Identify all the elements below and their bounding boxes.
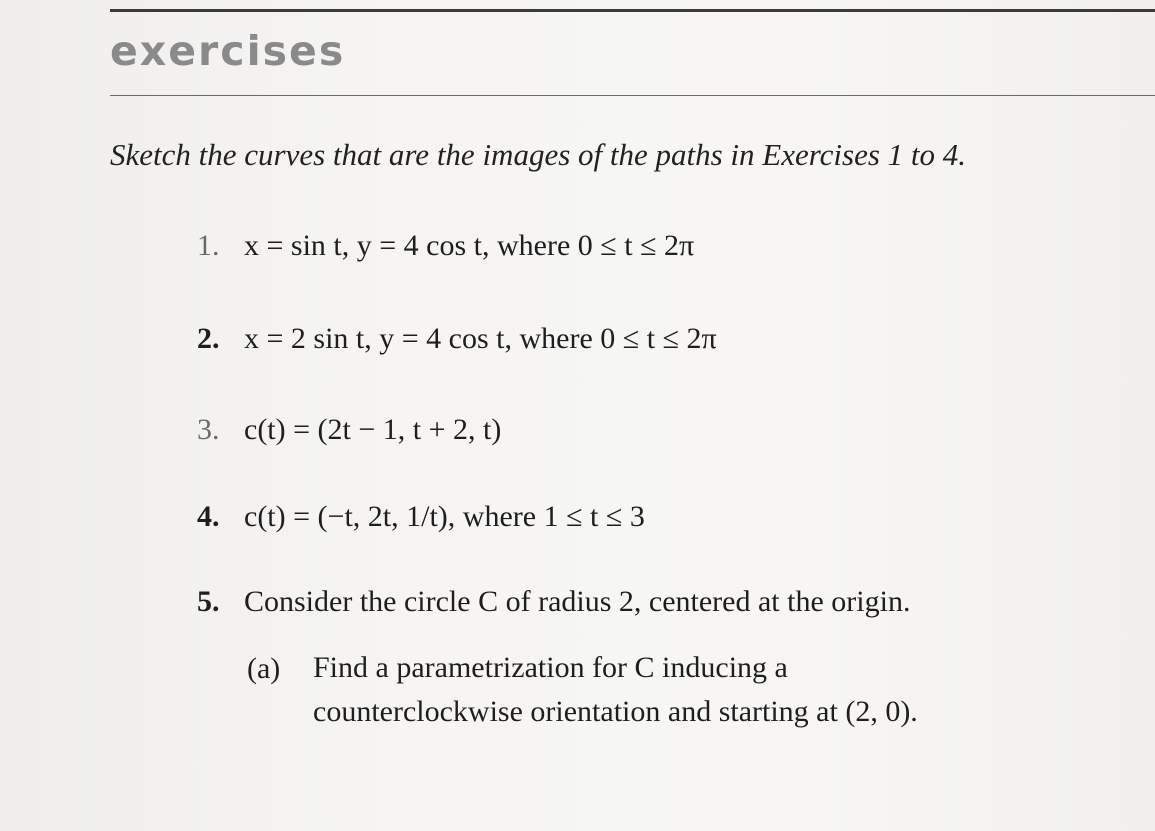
exercise-text: c(t) = (2t − 1, t + 2, t) xyxy=(244,413,502,446)
exercise-4 xyxy=(197,500,645,534)
exercise-text: c(t) = (−t, 2t, 1/t), where 1 ≤ t ≤ 3 xyxy=(244,500,645,533)
exercise-text: Consider the circle C of radius 2, centered at the origin. xyxy=(244,585,911,618)
exercise-number: 4. xyxy=(197,500,220,533)
exercise-text: x = 2 sin t, y = 4 cos t, where 0 ≤ t ≤ 2π xyxy=(244,322,717,355)
section-heading: exercises xyxy=(110,27,346,75)
top-rule xyxy=(110,9,1155,12)
exercise-1 xyxy=(197,229,694,263)
exercise-3 xyxy=(197,413,501,447)
exercise-2 xyxy=(197,322,717,356)
exercise-number: 2. xyxy=(197,322,220,355)
exercise-number: 3. xyxy=(197,413,220,446)
exercise-text: x = sin t, y = 4 cos t, where 0 ≤ t ≤ 2π xyxy=(244,229,695,262)
subpart-text: Find a parametrization for C inducing a counterclockwise orientation and starting at (2, 0). xyxy=(313,651,918,728)
heading-rule xyxy=(110,95,1155,96)
exercise-number: 5. xyxy=(197,585,220,618)
exercise-5 xyxy=(197,585,910,619)
instructions-text: Sketch the curves that are the images of the paths in Exercises 1 to 4. xyxy=(110,137,967,172)
subpart-label: (a) xyxy=(247,652,281,685)
exercise-number: 1. xyxy=(197,229,220,262)
subpart-a xyxy=(247,652,973,734)
